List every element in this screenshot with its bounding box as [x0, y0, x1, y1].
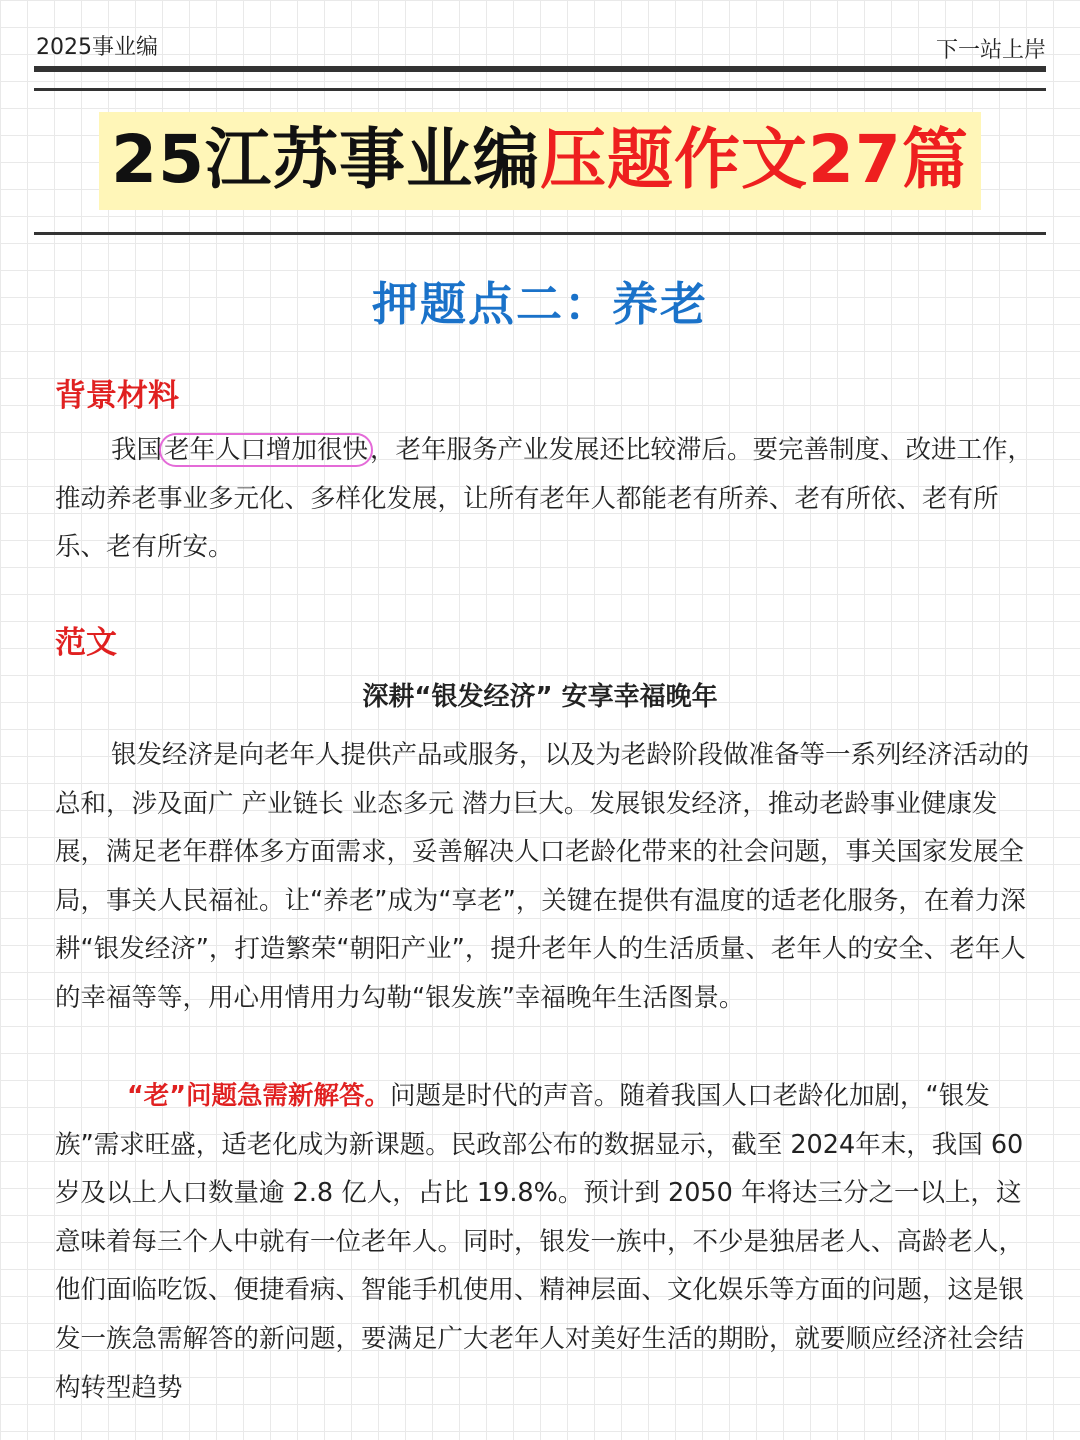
background-text-post: ，老年服务产业发展还比较滞后。要完善制度、改进工作，推动养老事业多元化、多样化发展，让所有老年人都能老有所养、老有所依、老有所乐、老有所安。	[55, 435, 1034, 563]
background-circled-phrase: 老年人口增加很快	[159, 433, 373, 467]
essay-heading: 范文	[55, 625, 117, 661]
essay-title: 深耕“银发经济” 安享幸福晚年	[362, 682, 718, 712]
header-left-label: 2025事业编	[36, 35, 158, 60]
background-heading: 背景材料	[55, 378, 179, 414]
background-text-pre: 我国	[111, 435, 163, 465]
header-divider-thin	[34, 88, 1046, 91]
essay-paragraph-1: 银发经济是向老年人提供产品或服务，以及为老龄阶段做准备等一系列经济活动的总和，涉及面广 产业链长 业态多元 潜力巨大。发展银发经济，推动老龄事业健康发展，满足老年群体多方面需求，妥善解决人口老龄化带来的社会问题，事关国家发展全局，事关人民福祉。让“养老”成为“享老”，关键在提供有温度的适老化服务，在着力深耕“银发经济”，打造繁荣“朝阳产业”，提升老年人的生活质量、老年人的安全、老年人的幸福等等，用心用情用力勾勒“银发族”幸福晚年生活图景。	[55, 740, 1030, 1013]
essay-paragraph-2-text: 问题是时代的声音。随着我国人口老龄化加剧，“银发族”需求旺盛，适老化成为新课题。民政部公布的数据显示，截至 2024年末，我国 60 岁及以上人口数量逾 2.8 亿人，占比 19.8%。预计到 2050 年将达三分之一以上，这意味着每三个人中就有一位老年人。同时，银发一族中，不少是独居老人、高龄老人，他们面临吃饭、便捷看病、智能手机使用、精神层面、文化娱乐等方面的问题，这是银发一族急需解答的新问题，要满足广大老年人对美好生活的期盼，就要顺应经济社会结构转型趋势	[55, 1081, 1025, 1403]
header-right-label: 下一站上岸	[935, 38, 1046, 63]
topic-heading: 押题点二：养老	[372, 277, 708, 331]
essay-paragraph-2	[55, 1072, 1035, 1412]
main-title-part2: 压题作文27篇	[540, 121, 969, 198]
essay-paragraph-2-key-sentence: “老”问题急需新解答。	[127, 1081, 391, 1111]
title-divider	[34, 232, 1046, 235]
title-block	[0, 112, 1080, 210]
main-title-part1: 25江苏事业编	[111, 121, 540, 198]
header-divider-thick	[34, 66, 1046, 72]
main-title	[99, 112, 981, 210]
background-paragraph	[55, 426, 1035, 572]
